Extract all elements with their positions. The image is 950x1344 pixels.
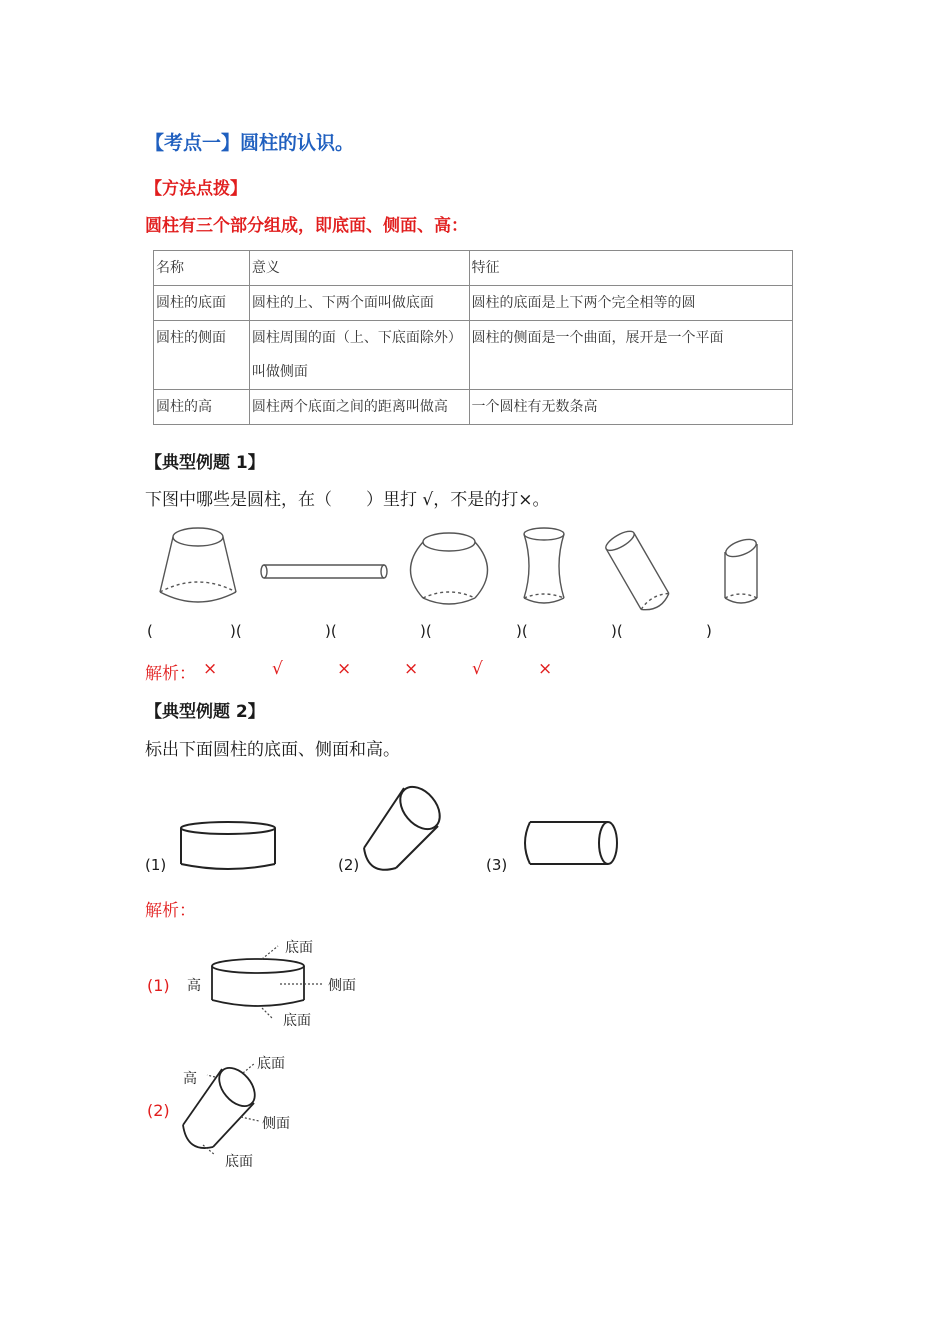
paren-text: ) bbox=[706, 622, 712, 640]
label-height: 高 bbox=[183, 1071, 197, 1087]
paren-text: )( bbox=[420, 622, 432, 640]
answer-mark: √ bbox=[472, 659, 483, 679]
example1-shapes bbox=[140, 520, 790, 620]
example2-question: 标出下面圆柱的底面、侧面和高。 bbox=[145, 740, 400, 760]
section-title: 【考点一】圆柱的认识。 bbox=[145, 132, 355, 154]
item-number: (1) bbox=[145, 856, 167, 874]
table-header-row bbox=[154, 251, 793, 286]
paren-text: )( bbox=[516, 622, 528, 640]
example2-answer-label: 解析： bbox=[145, 901, 196, 921]
label-side: 侧面 bbox=[328, 978, 356, 994]
knowledge-table bbox=[153, 250, 793, 425]
label-height: 高 bbox=[187, 978, 201, 994]
answer-item-number: (1) bbox=[147, 976, 170, 995]
tilted-cylinder-shape bbox=[603, 528, 672, 615]
table-cell: 圆柱周围的面（上、下底面除外）叫做侧面 bbox=[249, 321, 469, 390]
concave-shape bbox=[524, 528, 564, 603]
label-base-bottom: 底面 bbox=[225, 1154, 253, 1170]
table-row bbox=[154, 321, 793, 390]
answer-mark: × bbox=[404, 659, 419, 679]
label-base-top: 底面 bbox=[285, 940, 313, 956]
table-cell: 圆柱的底面是上下两个完全相等的圆 bbox=[469, 286, 792, 321]
table-header-cell: 意义 bbox=[249, 251, 469, 286]
example1-question: 下图中哪些是圆柱，在（ ）里打 √，不是的打×。 bbox=[145, 490, 550, 510]
method-label: 【方法点拨】 bbox=[145, 179, 247, 199]
label-base-bottom: 底面 bbox=[283, 1013, 311, 1029]
frustum-shape bbox=[160, 528, 236, 602]
table-cell: 圆柱两个底面之间的距离叫做高 bbox=[249, 390, 469, 425]
paren-text: )( bbox=[325, 622, 337, 640]
answer-mark: × bbox=[538, 659, 553, 679]
paren-text: ( bbox=[147, 622, 153, 640]
paren-text: )( bbox=[230, 622, 242, 640]
answer-mark: × bbox=[203, 659, 218, 679]
table-cell: 圆柱的高 bbox=[154, 390, 250, 425]
table-cell: 圆柱的侧面 bbox=[154, 321, 250, 390]
label-base-top: 底面 bbox=[257, 1056, 285, 1072]
long-cylinder-shape bbox=[261, 565, 387, 578]
table-header-cell: 名称 bbox=[154, 251, 250, 286]
table-cell: 圆柱的上、下两个面叫做底面 bbox=[249, 286, 469, 321]
paren-text: )( bbox=[611, 622, 623, 640]
table-cell: 圆柱的侧面是一个曲面，展开是一个平面 bbox=[469, 321, 792, 390]
example1-title: 【典型例题 1】 bbox=[145, 453, 265, 473]
table-row bbox=[154, 390, 793, 425]
answer-mark: × bbox=[337, 659, 352, 679]
horizontal-cylinder-shape bbox=[525, 822, 617, 864]
item-number: (2) bbox=[338, 856, 360, 874]
tilted-cylinder-shape bbox=[364, 779, 448, 869]
table-cell: 一个圆柱有无数条高 bbox=[469, 390, 792, 425]
oblique-cylinder-shape bbox=[724, 536, 759, 603]
table-header-cell: 特征 bbox=[469, 251, 792, 286]
barrel-shape bbox=[411, 533, 488, 604]
table-row bbox=[154, 286, 793, 321]
item-number: (3) bbox=[486, 856, 508, 874]
intro-text: 圆柱有三个部分组成，即底面、侧面、高： bbox=[145, 216, 468, 236]
answer-item-number: (2) bbox=[147, 1101, 170, 1120]
example2-title: 【典型例题 2】 bbox=[145, 702, 265, 722]
example1-answer-label: 解析： bbox=[145, 664, 196, 684]
answer-mark: √ bbox=[272, 659, 283, 679]
label-side: 侧面 bbox=[262, 1116, 290, 1132]
flat-cylinder-shape bbox=[181, 822, 275, 869]
example2-cylinders bbox=[170, 780, 630, 880]
table-cell: 圆柱的底面 bbox=[154, 286, 250, 321]
